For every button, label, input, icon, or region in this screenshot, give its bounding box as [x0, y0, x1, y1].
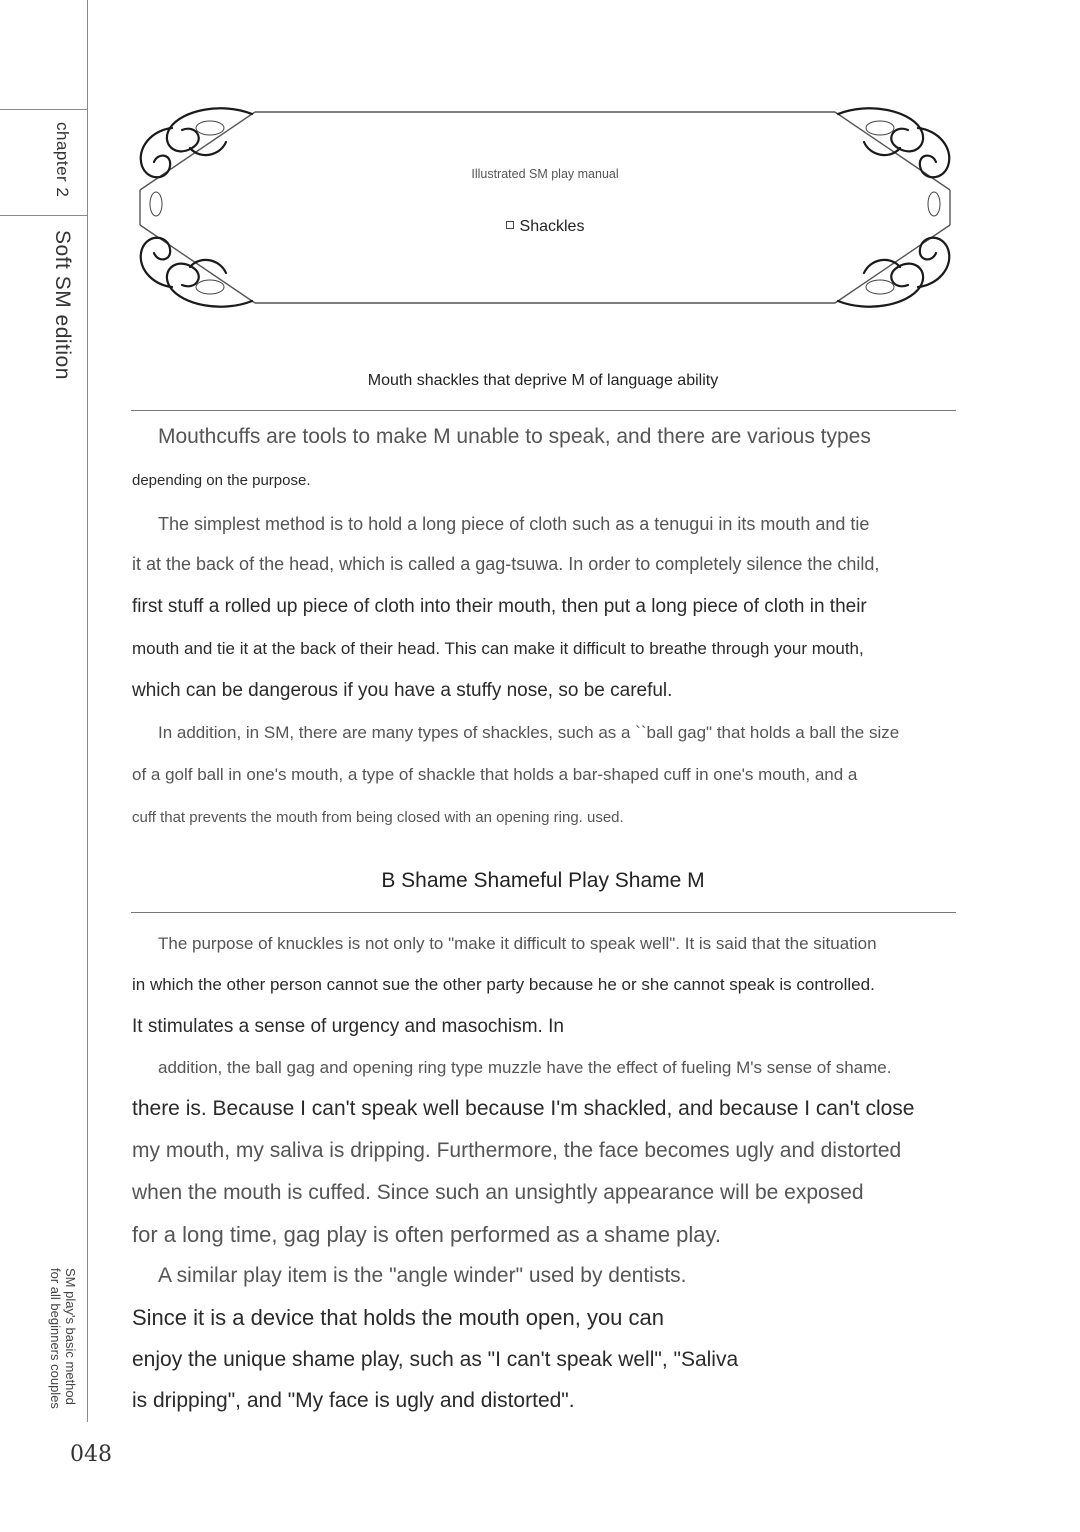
paragraph-line: of a golf ball in one's mouth, a type of shackle that holds a bar-shaped cuff in one's mouth, and a: [132, 765, 858, 784]
paragraph-line: is dripping", and "My face is ugly and distorted".: [132, 1389, 575, 1412]
page-title-text: Shackles: [519, 218, 585, 235]
section-heading-1: Mouth shackles that deprive M of language ability: [367, 372, 719, 389]
book-title-vertical: [48, 1268, 78, 1409]
square-bullet-icon: [506, 221, 514, 229]
page-number: 048: [70, 1442, 112, 1467]
paragraph-line: in which the other person cannot sue the other party because he or she cannot speak is controlled.: [132, 975, 875, 994]
margin-vertical-rule: [87, 0, 88, 1422]
paragraph-line: The purpose of knuckles is not only to "make it difficult to speak well". It is said that the situation: [158, 934, 877, 953]
paragraph-line: addition, the ball gag and opening ring type muzzle have the effect of fueling M's sense of shame.: [158, 1058, 892, 1077]
paragraph-line: it at the back of the head, which is called a gag-tsuwa. In order to completely silence the child,: [132, 554, 880, 574]
paragraph-line: my mouth, my saliva is dripping. Furthermore, the face becomes ugly and distorted: [132, 1139, 902, 1162]
title-frame: [130, 100, 960, 315]
book-title-line2: for all beginners couples: [48, 1268, 63, 1409]
paragraph-line: enjoy the unique shame play, such as "I can't speak well", "Saliva: [132, 1348, 739, 1371]
section-heading-2: B Shame Shameful Play Shame M: [381, 869, 705, 892]
paragraph-line: when the mouth is cuffed. Since such an unsightly appearance will be exposed: [132, 1181, 864, 1204]
paragraph-line: cuff that prevents the mouth from being closed with an opening ring. used.: [132, 809, 624, 826]
paragraph-line: mouth and tie it at the back of their head. This can make it difficult to breathe through your mouth,: [132, 639, 864, 658]
page-title: [130, 218, 960, 236]
paragraph-line: The simplest method is to hold a long piece of cloth such as a tenugui in its mouth and tie: [158, 514, 870, 534]
margin-rule-top: [0, 109, 88, 110]
manual-kicker: Illustrated SM play manual: [471, 167, 619, 181]
ornament-frame-graphic: [130, 100, 960, 315]
edition-label: Soft SM edition: [51, 230, 74, 380]
paragraph-line: for a long time, gag play is often performed as a shame play.: [132, 1222, 722, 1247]
section-rule-1: [131, 410, 956, 411]
margin-rule-chapter: [0, 215, 88, 216]
paragraph-line: In addition, in SM, there are many types of shackles, such as a ``ball gag" that holds a ball the size: [158, 723, 900, 742]
paragraph-line: Since it is a device that holds the mouth open, you can: [132, 1305, 664, 1330]
book-title-line1: SM play's basic method: [63, 1268, 78, 1405]
paragraph-line: first stuff a rolled up piece of cloth into their mouth, then put a long piece of cloth in their: [132, 596, 867, 617]
paragraph-line: there is. Because I can't speak well because I'm shackled, and because I can't close: [132, 1097, 915, 1120]
section-rule-2: [131, 912, 956, 913]
paragraph-line: It stimulates a sense of urgency and masochism. In: [132, 1016, 564, 1037]
paragraph-line: which can be dangerous if you have a stuffy nose, so be careful.: [132, 680, 673, 701]
paragraph-line: depending on the purpose.: [132, 472, 311, 489]
paragraph-line: Mouthcuffs are tools to make M unable to speak, and there are various types: [158, 425, 871, 448]
paragraph-line: A similar play item is the "angle winder" used by dentists.: [158, 1264, 687, 1287]
chapter-label: chapter 2: [53, 122, 72, 198]
